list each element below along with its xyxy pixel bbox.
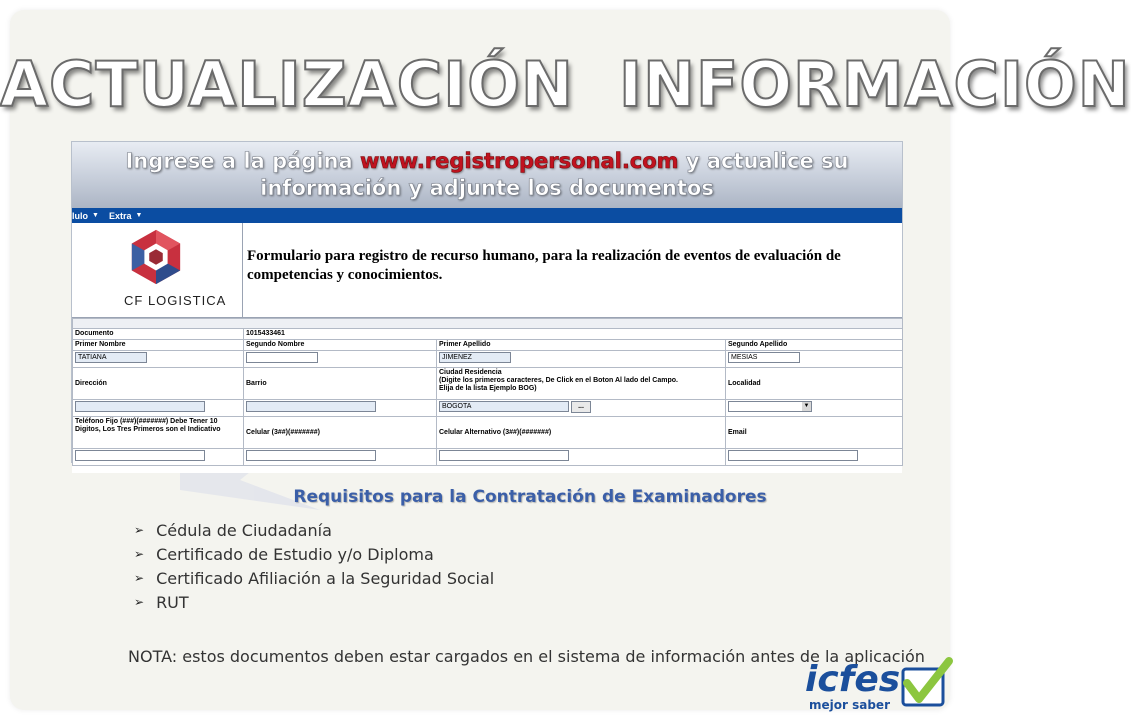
primer-nombre-input[interactable]: TATIANA (75, 352, 147, 363)
ciudad-lookup-button[interactable]: ... (571, 401, 591, 413)
requirement-text: Certificado de Estudio y/o Diploma (156, 544, 434, 564)
localidad-select[interactable] (728, 401, 812, 412)
table-row (73, 368, 903, 400)
menu-bar (72, 208, 902, 223)
table-row (73, 329, 903, 340)
primer-apellido-label: Primer Apellido (437, 340, 726, 351)
segundo-nombre-label: Segundo Nombre (244, 340, 437, 351)
icfes-logo-wordmark: icfes (805, 659, 901, 700)
requirements-note: NOTA: estos documentos deben estar cargados en el sistema de información antes de la aplicación (128, 647, 925, 666)
menu-item-label: lulo (72, 210, 88, 221)
celular-input[interactable] (246, 450, 376, 461)
table-row (73, 319, 903, 329)
segundo-apellido-input[interactable]: MESIAS (728, 352, 800, 363)
email-input[interactable] (728, 450, 858, 461)
primer-apellido-input[interactable]: JIMENEZ (439, 352, 511, 363)
ciudad-residencia-label (437, 368, 726, 400)
celular-label: Celular (3##)(#######) (244, 417, 437, 449)
direccion-input[interactable] (75, 401, 205, 412)
localidad-label: Localidad (726, 368, 903, 400)
requirement-text: Cédula de Ciudadanía (156, 520, 332, 540)
telefono-fijo-input[interactable] (75, 450, 205, 461)
table-row (73, 417, 903, 449)
chevron-down-icon: ▼ (803, 403, 810, 409)
ciudad-label-line2: (Digite los primeros caracteres, De Click en el Boton Al lado del Campo. (439, 377, 678, 384)
icfes-logo-icon (803, 655, 953, 715)
form-header (72, 223, 902, 318)
company-logo-text: CF LOGISTICA (124, 293, 227, 308)
instruction-text-before: Ingrese a la página (125, 149, 360, 173)
table-row (73, 449, 903, 466)
celular-alternativo-input[interactable] (439, 450, 569, 461)
menu-item-modulo[interactable] (72, 211, 99, 221)
menu-item-extra[interactable] (109, 211, 142, 221)
table-row (73, 400, 903, 417)
requirement-text: Certificado Afiliación a la Seguridad Social (156, 568, 495, 588)
instruction-text-line2: información y adjunte los documentos (260, 176, 714, 200)
registration-url-link[interactable]: www.registropersonal.com (359, 149, 679, 173)
segundo-apellido-label: Segundo Apellido (726, 340, 903, 351)
menu-item-label: Extra (108, 210, 132, 221)
form-heading: Formulario para registro de recurso humano, para la realización de eventos de evaluación de competencias y conocimientos. (247, 248, 841, 283)
telefono-fijo-label: Teléfono Fijo (###)(#######) Debe Tener 10 Digitos, Los Tres Primeros son el Indicativo (73, 417, 244, 449)
documento-value: 1015433461 (244, 329, 903, 340)
requirement-text: RUT (156, 592, 189, 612)
list-item (134, 590, 494, 614)
list-item (134, 518, 494, 542)
icfes-logo-tagline: mejor saber (809, 698, 890, 712)
primer-nombre-label: Primer Nombre (73, 340, 244, 351)
ciudad-label-line1: Ciudad Residencia (439, 369, 502, 376)
registration-form (72, 223, 902, 473)
requirements-list (134, 518, 494, 614)
requirements-title: Requisitos para la Contratación de Examinadores (293, 487, 767, 507)
table-row (73, 340, 903, 351)
instruction-text-after: y actualice su (678, 149, 849, 173)
direccion-label: Dirección (73, 368, 244, 400)
list-item (134, 566, 494, 590)
arrow-bullet-icon: ➢ (134, 595, 145, 609)
list-item (134, 542, 494, 566)
ciudad-label-line3: Elija de la lista Ejemplo BOG) (439, 385, 537, 392)
documento-label: Documento (73, 329, 244, 340)
chevron-down-icon: ▼ (92, 212, 99, 219)
chevron-down-icon: ▼ (135, 212, 143, 219)
arrow-bullet-icon: ➢ (134, 523, 145, 537)
form-screenshot (71, 141, 903, 463)
barrio-input[interactable] (246, 401, 376, 412)
instruction-banner (72, 142, 902, 210)
company-logo-box (72, 223, 243, 318)
table-row (73, 351, 903, 368)
barrio-label: Barrio (244, 368, 437, 400)
ciudad-residencia-input[interactable]: BOGOTA (439, 401, 569, 412)
cf-logistica-logo-icon (127, 228, 185, 286)
slide-title: ACTUALIZACIÓN INFORMACIÓN (0, 48, 1131, 121)
form-table (72, 318, 903, 466)
segundo-nombre-input[interactable] (246, 352, 318, 363)
email-label: Email (726, 417, 903, 449)
arrow-bullet-icon: ➢ (134, 571, 145, 585)
celular-alternativo-label: Celular Alternativo (3##)(#######) (437, 417, 726, 449)
arrow-bullet-icon: ➢ (134, 547, 145, 561)
